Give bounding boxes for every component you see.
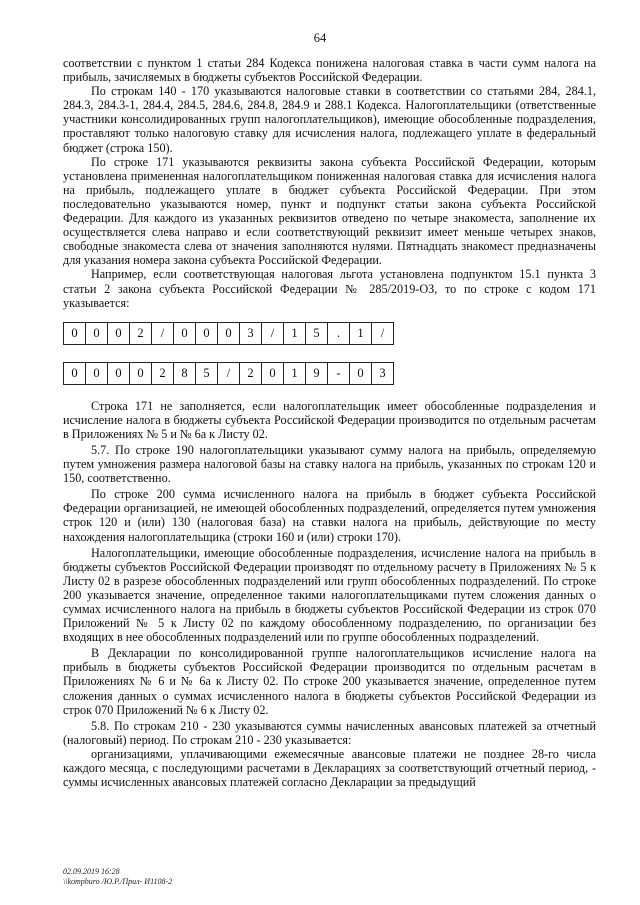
code-cell: 0 bbox=[85, 322, 108, 345]
code-cell: 1 bbox=[283, 322, 306, 345]
code-cell: 1 bbox=[283, 362, 306, 385]
paragraph: 5.7. По строке 190 налогоплательщики указывают сумму налога на прибыль, определяемую путем умножения размера налоговой базы на ставку налога на прибыль, указанных по строкам 120 и 150, соответственно. bbox=[63, 442, 596, 486]
paragraph: 5.8. По строкам 210 - 230 указываются суммы начисленных авансовых платежей за отчетный (налоговый) период. По строкам 210 - 230 указывается: bbox=[63, 718, 596, 747]
code-cell: 0 bbox=[261, 362, 284, 385]
code-cell: 1 bbox=[349, 322, 372, 345]
paragraph: Например, если соответствующая налоговая льгота установлена подпунктом 15.1 пункта 3 статьи 2 закона субъекта Российской Федерации № 285/2019-ОЗ, то по строке с кодом 171 указывается: bbox=[63, 267, 596, 310]
code-cell: 0 bbox=[63, 362, 86, 385]
paragraph: Налогоплательщики, имеющие обособленные подразделения, исчисление налога на прибыль в бюджеты субъектов Российской Федерации производят по отдельному расчету в Приложениях № 5 к Листу 02 в разрезе обособленных подразделений или групп обособленных подразделений. По строке 200 указывается значение, определенное такими налогоплательщиками путем сложения данных о суммах исчисленного налога на прибыль в бюджеты субъектов Российской Федерации из строк 070 Приложений № 5 к Листу 02 по каждому обособленному подразделению, по организации без входящих в нее обособленных подразделений или по группе обособленных подразделений. bbox=[63, 545, 596, 645]
paragraph: По строкам 140 - 170 указываются налоговые ставки в соответствии со статьями 284, 284.1, 284.3, 284.3-1, 284.4, 284.5, 284.6, 284.8, 284.9 и 288.1 Кодекса. Налогоплательщики (ответственные участники консолидированных групп налогоплательщиков), имеющие обособленные подразделения, проставляют только налоговую ставку для исчисления налога, подлежащего уплате в федеральный бюджет (строка 150). bbox=[63, 84, 596, 155]
paragraph: соответствии с пунктом 1 статьи 284 Кодекса понижена налоговая ставка в части сумм налога на прибыль, зачисляемых в бюджеты субъектов Российской Федерации. bbox=[63, 56, 596, 85]
code-cell: 0 bbox=[217, 322, 240, 345]
document-body bbox=[63, 56, 596, 789]
code-cell: 2 bbox=[151, 362, 174, 385]
paragraph: В Декларации по консолидированной группе налогоплательщиков исчисление налога на прибыль в бюджеты субъектов Российской Федерации производится по отдельным расчетам в Приложениях № 6 и № 6а к Листу 02. По строке 200 указывается значение, определенное путем сложения данных о суммах исчисленного налога в бюджеты субъектов Российской Федерации из строк 070 Приложений № 6 к Листу 02. bbox=[63, 646, 596, 717]
code-cell: - bbox=[327, 362, 350, 385]
code-cell: 2 bbox=[239, 362, 262, 385]
page-number: 64 bbox=[313, 31, 327, 45]
code-row-law-number bbox=[63, 362, 596, 385]
paragraph: Строка 171 не заполняется, если налогоплательщик имеет обособленные подразделения и исчисление налога в бюджеты субъекта Российской Федерации производится по отдельным расчетам в Приложениях № 5 и № 6а к Листу 02. bbox=[63, 398, 596, 441]
code-cell: 0 bbox=[107, 362, 130, 385]
footer-timestamp: 02.09.2019 16:28 bbox=[63, 867, 120, 876]
code-cell: 3 bbox=[239, 322, 262, 345]
code-cell: 2 bbox=[129, 322, 152, 345]
code-cell: 0 bbox=[173, 322, 196, 345]
code-cell: 3 bbox=[371, 362, 394, 385]
code-cell: 0 bbox=[195, 322, 218, 345]
code-cell: 0 bbox=[63, 322, 86, 345]
paragraph: По строке 171 указываются реквизиты закона субъекта Российской Федерации, которым установлена примененная налогоплательщиком пониженная налоговая ставка для исчисления налога на прибыль, подлежащего уплате в бюджет субъекта Российской Федерации. При этом последовательно указываются номер, пункт и подпункт статьи закона субъекта Российской Федерации. Для каждого из указанных реквизитов отведено по четыре знакоместа, заполнение их осуществляется слева направо и если соответствующий реквизит имеет меньше четырех знаков, свободные знакоместа слева от значения заполняются нулями. Пятнадцать знакомест предназначены для указания номера закона субъекта Российской Федерации. bbox=[63, 154, 596, 268]
code-cell: / bbox=[371, 322, 394, 345]
footer bbox=[63, 867, 172, 887]
code-cell: 5 bbox=[305, 322, 328, 345]
code-cell: 0 bbox=[85, 362, 108, 385]
code-cell: 0 bbox=[107, 322, 130, 345]
code-cell: / bbox=[151, 322, 174, 345]
code-cell: . bbox=[327, 322, 350, 345]
footer-file-path: \\kompburo /Ю.Р./Прил- И1108-2 bbox=[63, 877, 173, 886]
code-row-law-article bbox=[63, 322, 596, 345]
code-cell: 9 bbox=[305, 362, 328, 385]
paragraph: организациями, уплачивающими ежемесячные авансовые платежи не позднее 28-го числа каждого месяца, с последующими расчетами в Декларациях за соответствующий отчетный период, - суммы исчисленных авансовых платежей согласно Декларации за предыдущий bbox=[63, 746, 596, 790]
code-cell: 0 bbox=[349, 362, 372, 385]
code-cell: 0 bbox=[129, 362, 152, 385]
code-cell: / bbox=[261, 322, 284, 345]
code-cell: 8 bbox=[173, 362, 196, 385]
code-cell: / bbox=[217, 362, 240, 385]
code-cell: 5 bbox=[195, 362, 218, 385]
paragraph: По строке 200 сумма исчисленного налога на прибыль в бюджет субъекта Российской Федерации организацией, не имеющей обособленных подразделений, определяется путем умножения строк 120 и (или) 130 (налоговая база) на ставки налога на прибыль, действующие по месту нахождения налогоплательщика (строки 160 и (или) строки 170). bbox=[63, 487, 596, 544]
